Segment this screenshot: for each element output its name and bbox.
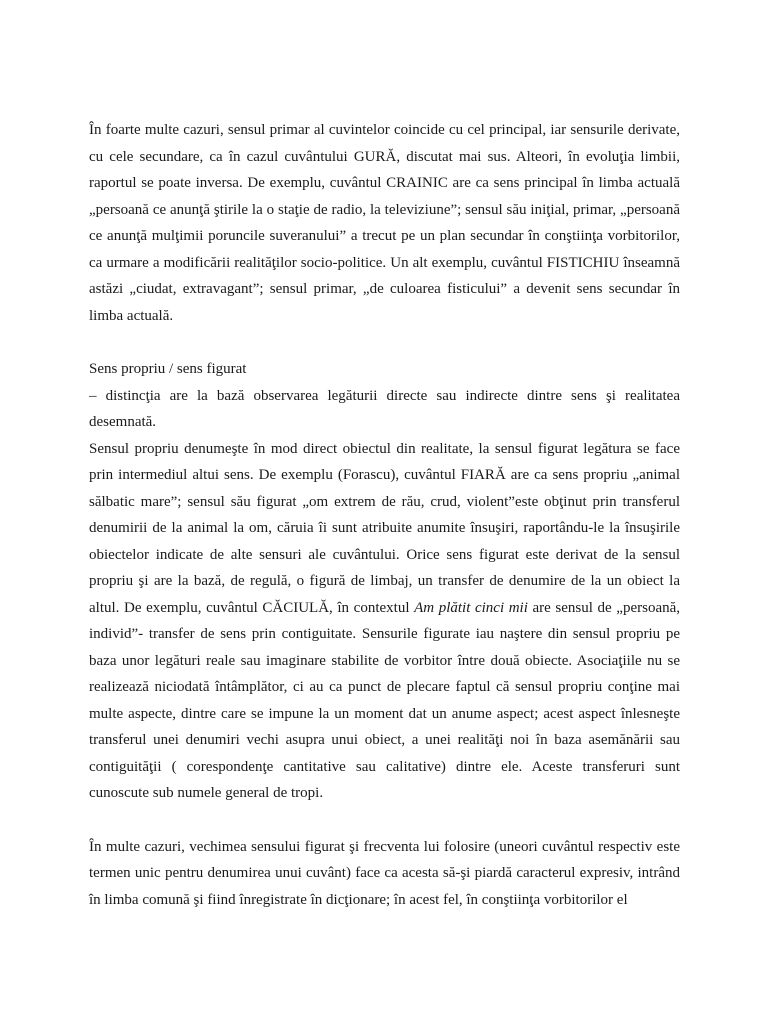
italic-example: Am plătit cinci mii: [414, 599, 528, 616]
paragraph-text-part: are sensul de „persoană, individ”- transfer de sens prin contiguitate. Sensurile figurate iau naştere din sensul propriu pe baza unor legături reale sau imaginare stabilite de vorbitor între două obiecte. Asociaţiile nu se realizează niciodată întâmplător, ci au ca punct de plecare faptul că sensul propriu conţine mai multe aspecte, dintre care se impune la un moment dat un anume aspect; acest aspect înlesneşte transferul unei denumiri vechi asupra unui obiect, a unei realităţi noi în baza asemănării sau contiguităţii ( corespondenţe cantitative sau calitative) dintre ele. Aceste transferuri sunt cunoscute sub numele general de tropi.: [89, 599, 681, 801]
paragraph-figurative-sense: [89, 436, 680, 807]
section-heading: Sens propriu / sens figurat: [89, 361, 247, 377]
paragraph-gap: [89, 329, 680, 356]
paragraph-gap: [89, 807, 680, 834]
paragraph-distinction: – distincţia are la bază observarea legăturii directe sau indirecte dintre sens şi realitatea desemnată.: [89, 387, 680, 430]
paragraph-expressivity: În multe cazuri, vechimea sensului figurat şi frecventa lui folosire (uneori cuvântul respectiv este termen unic pentru denumirea unui cuvânt) face ca acesta să-şi piardă caracterul expresiv, intrând în limba comună şi fiind înregistrate în dicţionare; în acest fel, în conştiinţa vorbitorilor el: [89, 838, 680, 908]
paragraph-text-part: Sensul propriu denumeşte în mod direct obiectul din realitate, la sensul figurat legătura se face prin intermediul altui sens. De exemplu (Forascu), cuvântul FIARĂ are ca sens propriu „animal sălbatic mare”; sensul său figurat „om extrem de rău, crud, violent”este obţinut prin transferul denumirii de la animal la om, căruia îi sunt atribuite anumite însuşiri, raportându-le la însuşirile obiectelor indicate de alte sensuri ale cuvântului. Orice sens figurat este derivat de la sensul propriu şi are la bază, de regulă, o figură de limbaj, un transfer de denumire de la un obiect la altul. De exemplu, cuvântul CĂCIULĂ, în contextul: [89, 440, 680, 616]
paragraph-primary-sense: În foarte multe cazuri, sensul primar al cuvintelor coincide cu cel principal, iar sensurile derivate, cu cele secundare, ca în cazul cuvântului GURĂ, discutat mai sus. Alteori, în evoluţia limbii, raportul se poate inversa. De exemplu, cuvântul CRAINIC are ca sens principal în limba actuală „persoană ce anunţă ştirile la o staţie de radio, la televiziune”; sensul său iniţial, primar, „persoană ce anunţă mulţimii poruncile suveranului” a trecut pe un plan secundar în conştiinţa vorbitorilor, ca urmare a modificării realităţilor socio-politice. Un alt exemplu, cuvântul FISTICHIU înseamnă astăzi „ciudat, extravagant”; sensul primar, „de culoarea fisticului” a devenit sens secundar în limba actuală.: [89, 122, 680, 324]
